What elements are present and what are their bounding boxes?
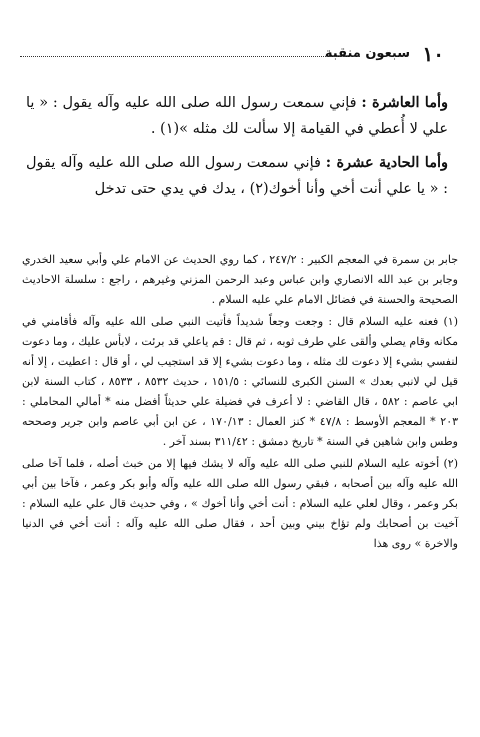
header-dotted-rule [20,56,360,57]
paragraph-body: فإني سمعت رسول الله صلى الله عليه وآله يقول : « يا علي أنت أخي وأنا أخوك(٢) ، يدك في يدي حتى تدخل [26,155,448,197]
paragraph-body: فإني سمعت رسول الله صلى الله عليه وآله يقول : « يا علي لا أُعطي في القيامة إلا سألت لك مثله »(١) . [26,95,448,137]
paragraph-eleventh [26,150,448,202]
page-number: ١٠ [422,42,444,66]
paragraph-heading: وأما الحادية عشرة : [325,154,448,171]
main-text [26,90,448,202]
page-header [20,42,460,72]
footnote-1: (١) فعنه عليه السلام قال : وجعت وجعاً شديداً فأتيت النبي صلى الله عليه وآله فأقامني في مكانه وقام يصلي وألقى علي طرف ثوبه ، ثم قال : قم ياعلي قد برئت ، لابأس عليك ، وما دعوت لنفسي بشيء إلا دعوت لك مثله ، وما دعوت بشيء إلا قد استجيب لي ، أو قال : اعطيت ، إلا أنه قيل لي لانبي بعدك » السنن الكبرى للنسائي : ١٥١/٥ ، حديث ٨٥٣٢ ، ٨٥٣٣ ، كتاب السنة لابن ابي عاصم : ٥٨٢ ، قال القاضي : لا أعرف في فضيلة علي حديثاً أفضل منه * أمالي المحاملي : ٢٠٣ * المعجم الأوسط : ٤٧/٨ * كنز العمال : ١٧٠/١٣ ، عن ابن أبي عاصم وابن جرير وصححه وطس وابن شاهين في السنة * تاريخ دمشق : ٣١١/٤٢ بسند آخر . [22,315,459,448]
footnotes [22,250,458,556]
footnote-continued: جابر بن سمرة في المعجم الكبير : ٢٤٧/٢ ، كما روي الحديث عن الامام علي وأبي سعيد الخدري وجابر بن عبد الله الانصاري وابن عباس وعبد الرحمن المزني وغيرهم ، راجع : سلسلة الاحاديث الصحيحة والحسنة في فضائل الامام علي عليه السلام . [22,253,458,306]
paragraph-tenth [26,90,448,142]
running-title: سبعون منقبة [324,46,410,61]
paragraph-heading: وأما العاشرة : [361,94,448,111]
footnote-2: (٢) أخوته عليه السلام للنبي صلى الله عليه وآله لا يشك فيها إلا من خبث أصله ، فلما آخا صلى الله عليه وآله بين أصحابه ، فبقي رسول الله صلى الله عليه وآله وأبو بكر وعمر ، فآخا بين أبي بكر وعمر ، وقال لعلي عليه السلام : أنت أخي وأنا أخوك » ، وفي حديث قال علي عليه السلام : آخيت بن أصحابك ولم تؤاخ بيني وبين أحد ، فقال صلى الله عليه وآله : أنت أخي في الدنيا والاخرة » روى هذا [22,457,458,550]
